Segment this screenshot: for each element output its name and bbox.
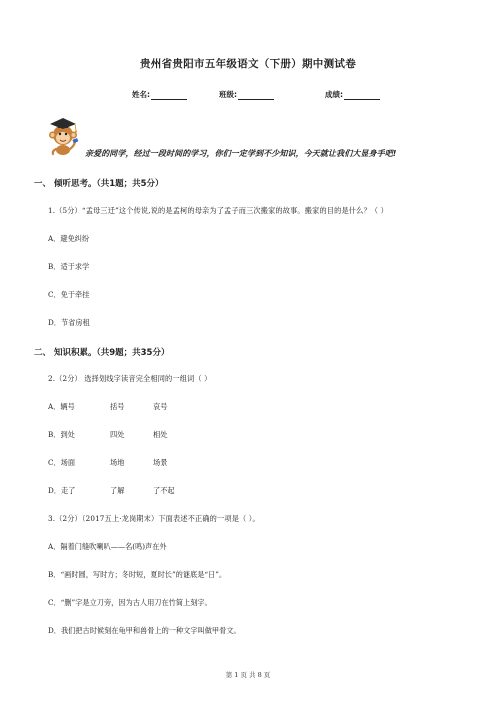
option-word: 了解 [110,486,125,495]
score-blank [344,91,380,100]
option-word: C．场面 [48,458,76,467]
option-word: 场地 [110,458,125,467]
question-1-option-c: C．免于牵挂 [48,290,90,299]
class-label: 班级: [219,90,237,99]
section-heading-2: 二、 知识积累。（共9题；共35分） [34,348,170,358]
option-word: B．到处 [48,430,75,439]
monkey-graduate-icon [44,113,82,157]
page-title: 贵州省贵阳市五年级语文（下册）期中测试卷 [140,58,356,70]
score-field [325,89,380,100]
option-word: D．走了 [48,486,76,495]
question-2-option-a [48,402,167,412]
name-blank [151,91,187,100]
question-2-option-d [48,486,175,496]
option-word: 了不起 [153,486,175,495]
score-label: 成绩: [325,90,343,99]
option-word: 括号 [110,402,125,411]
option-word: 四处 [110,430,125,439]
question-3-option-a: A．隔着门缝吹喇叭——名(鸣)声在外 [48,542,167,551]
option-word: 哀号 [153,402,168,411]
option-word: A．辆号 [48,402,75,411]
section-heading-1: 一、 倾听思考。（共1题；共5分） [34,179,164,189]
class-field [219,89,274,100]
question-3-option-c: C．“删”字是立刀旁，因为古人用刀在竹简上刻字。 [48,598,212,607]
question-3-text: 3.（2分）（2017五上·龙岗期末）下面表述不正确的一项是（ ）。 [48,514,260,523]
page-footer: 第 1 页 共 8 页 [225,671,271,679]
option-word: 场景 [153,458,168,467]
question-3-option-d: D．我们把古时候刻在龟甲和兽骨上的一种文字叫做甲骨文。 [48,626,241,635]
question-2-text: 2.（2分） 选择划线字读音完全相同的一组词（ ） [48,374,212,383]
question-3-option-b: B．“画时圆，写时方；冬时短，夏时长”的谜底是“日”。 [48,570,227,579]
question-2-option-c [48,458,167,468]
question-1-option-a: A．避免纠纷 [48,234,90,243]
question-2-option-b [48,430,167,440]
name-label: 姓名: [132,90,150,99]
class-blank [238,91,274,100]
question-1-option-b: B．适于求学 [48,262,90,271]
intro-message: 亲爱的同学，经过一段时间的学习，你们一定学到不少知识，今天就让我们大显身手吧! [85,149,397,158]
option-word: 相处 [153,430,168,439]
question-1-text: 1.（5分）“孟母三迁”这个传说,说的是孟柯的母亲为了孟子而三次搬家的故事。搬家的目的是什么？（ ） [48,206,388,215]
name-field [132,89,187,100]
question-1-option-d: D．节省房租 [48,318,90,327]
